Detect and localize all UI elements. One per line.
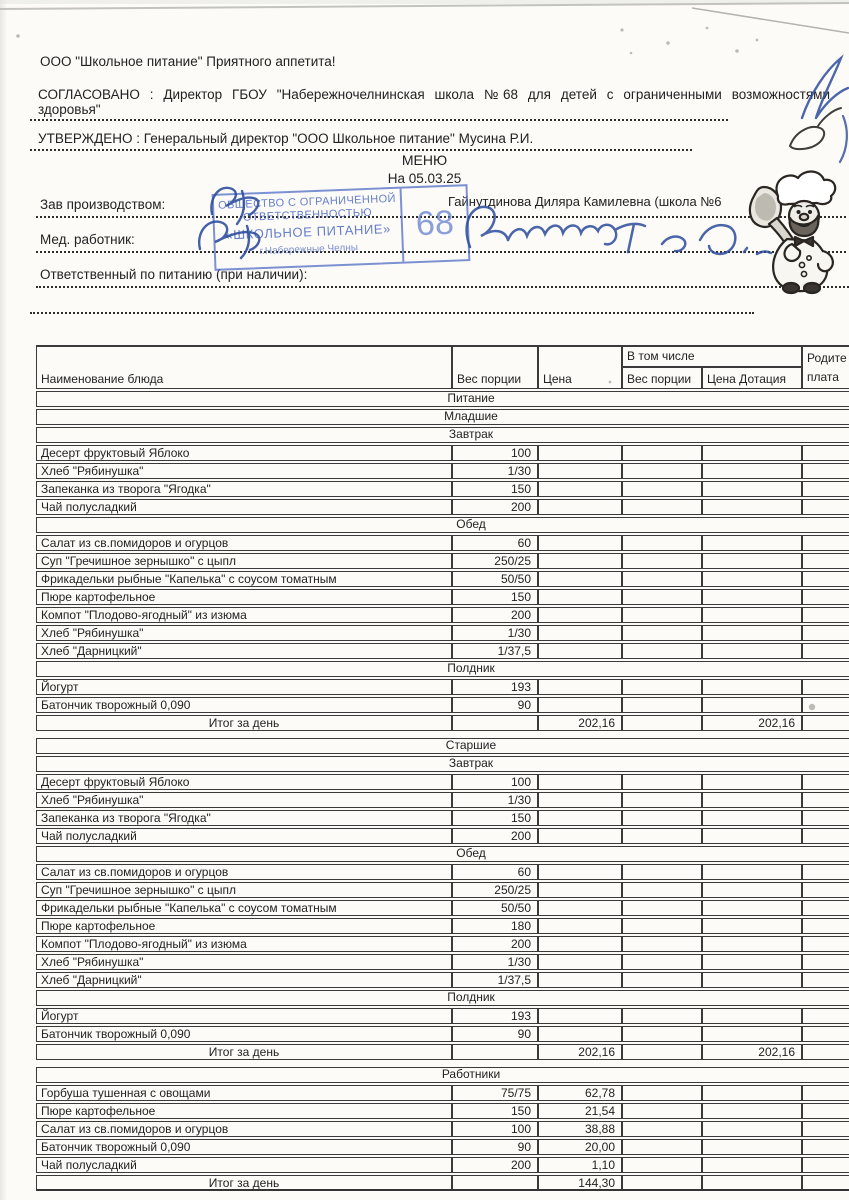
subsidy-price-cell bbox=[702, 972, 802, 988]
scan-edge-line bbox=[692, 8, 849, 33]
table-row bbox=[36, 589, 849, 605]
subsidy-portion-cell bbox=[622, 463, 702, 479]
table-row bbox=[36, 625, 849, 641]
parent-pay-cell bbox=[802, 810, 849, 826]
subsidy-price-cell bbox=[702, 697, 802, 713]
subsidy-portion-cell bbox=[622, 1121, 702, 1137]
prod-manager-name: Гайнутдинова Диляра Камилевна (школа №6 bbox=[448, 194, 722, 209]
total-row bbox=[36, 1044, 849, 1060]
price-cell bbox=[538, 1008, 622, 1024]
header-including-group bbox=[622, 346, 802, 389]
parent-pay-cell bbox=[802, 1121, 849, 1137]
price-cell bbox=[538, 918, 622, 934]
subsidy-price-cell bbox=[702, 481, 802, 497]
price-cell: 202,16 bbox=[538, 715, 622, 731]
header-parent-pay: Родите плата bbox=[802, 346, 849, 389]
subsidy-price-cell: 202,16 bbox=[702, 1044, 802, 1060]
parent-pay-cell bbox=[802, 1085, 849, 1101]
portion-cell: 1/30 bbox=[452, 792, 538, 808]
subsidy-portion-cell bbox=[622, 679, 702, 695]
table-row bbox=[36, 571, 849, 587]
dish-name-cell: Итог за день bbox=[36, 715, 452, 731]
parent-pay-cell bbox=[802, 535, 849, 551]
parent-pay-cell bbox=[802, 900, 849, 916]
dish-name-cell: Йогурт bbox=[36, 1008, 452, 1024]
price-cell bbox=[538, 882, 622, 898]
table-row bbox=[36, 882, 849, 898]
section-label: Обед bbox=[36, 846, 849, 862]
subsidy-price-cell bbox=[702, 828, 802, 844]
dish-name-cell: Йогурт bbox=[36, 679, 452, 695]
dish-name-cell: Итог за день bbox=[36, 1044, 452, 1060]
subsidy-price-cell bbox=[702, 589, 802, 605]
subsidy-price-cell bbox=[702, 1139, 802, 1155]
table-row bbox=[36, 900, 849, 916]
parent-pay-cell bbox=[802, 1175, 849, 1191]
section-label: Старшие bbox=[36, 738, 849, 754]
section-label: Завтрак bbox=[36, 427, 849, 443]
price-cell bbox=[538, 828, 622, 844]
stamp-text: ОБЩЕСТВО С ОГРАНИЧЕННОЙ ОТВЕТСТВЕННОСТЬЮ «ШКОЛЬНОЕ ПИТАНИЕ» г.Набережные Челны bbox=[217, 192, 397, 258]
parent-pay-cell bbox=[802, 1026, 849, 1042]
total-row bbox=[36, 1175, 849, 1191]
portion-cell bbox=[452, 715, 538, 731]
dish-name-cell: Хлеб "Рябинушка" bbox=[36, 625, 452, 641]
dish-name-cell: Чай полусладкий bbox=[36, 828, 452, 844]
dish-name-cell: Итог за день bbox=[36, 1175, 452, 1191]
subsidy-portion-cell bbox=[622, 697, 702, 713]
parent-pay-cell bbox=[802, 553, 849, 569]
subsidy-portion-cell bbox=[622, 445, 702, 461]
subsidy-price-cell bbox=[702, 774, 802, 790]
table-row bbox=[36, 864, 849, 880]
subsidy-price-cell bbox=[702, 463, 802, 479]
org-line: ООО "Школьное питание" Приятного аппетита! bbox=[40, 54, 336, 69]
responsible-label: Ответственный по питанию (при наличии): bbox=[40, 267, 308, 282]
parent-pay-cell bbox=[802, 828, 849, 844]
prod-manager-label: Зав производством: bbox=[40, 197, 166, 212]
parent-pay-cell bbox=[802, 1103, 849, 1119]
portion-cell: 150 bbox=[452, 589, 538, 605]
price-cell bbox=[538, 625, 622, 641]
dish-name-cell: Компот "Плодово-ягодный" из изюма bbox=[36, 936, 452, 952]
price-cell: 20,00 bbox=[538, 1139, 622, 1155]
parent-pay-cell bbox=[802, 625, 849, 641]
subsidy-price-cell: 202,16 bbox=[702, 715, 802, 731]
subsidy-portion-cell bbox=[622, 774, 702, 790]
dish-name-cell: Пюре картофельное bbox=[36, 918, 452, 934]
price-cell bbox=[538, 954, 622, 970]
portion-cell: 1/37,5 bbox=[452, 972, 538, 988]
parent-pay-cell bbox=[802, 697, 849, 713]
dish-name-cell: Суп "Гречишное зернышко" с цыпл bbox=[36, 553, 452, 569]
price-cell bbox=[538, 463, 622, 479]
dish-name-cell: Салат из св.помидоров и огурцов bbox=[36, 535, 452, 551]
table-header bbox=[36, 345, 849, 389]
stamp-number: 68 bbox=[400, 186, 469, 261]
portion-cell: 1/30 bbox=[452, 954, 538, 970]
table-body bbox=[36, 391, 849, 1191]
section-row bbox=[36, 427, 849, 443]
subsidy-portion-cell bbox=[622, 499, 702, 515]
price-cell: 1,10 bbox=[538, 1157, 622, 1173]
subsidy-price-cell bbox=[702, 679, 802, 695]
subsidy-portion-cell bbox=[622, 882, 702, 898]
table-row bbox=[36, 774, 849, 790]
price-cell bbox=[538, 589, 622, 605]
parent-pay-cell bbox=[802, 918, 849, 934]
subsidy-price-cell bbox=[702, 1085, 802, 1101]
price-cell bbox=[538, 643, 622, 659]
table-row bbox=[36, 535, 849, 551]
subsidy-portion-cell bbox=[622, 481, 702, 497]
table-row bbox=[36, 499, 849, 515]
subsidy-portion-cell bbox=[622, 810, 702, 826]
subsidy-price-cell bbox=[702, 1008, 802, 1024]
parent-pay-cell bbox=[802, 954, 849, 970]
subsidy-portion-cell bbox=[622, 571, 702, 587]
table-row bbox=[36, 792, 849, 808]
price-cell bbox=[538, 936, 622, 952]
section-label: Младшие bbox=[36, 409, 849, 425]
parent-pay-cell bbox=[802, 774, 849, 790]
portion-cell: 200 bbox=[452, 1157, 538, 1173]
portion-cell: 200 bbox=[452, 499, 538, 515]
header-price: Цена bbox=[538, 346, 622, 389]
menu-title: МЕНЮ bbox=[401, 152, 448, 168]
price-cell bbox=[538, 571, 622, 587]
portion-cell: 100 bbox=[452, 445, 538, 461]
portion-cell: 150 bbox=[452, 481, 538, 497]
dish-name-cell: Запеканка из творога "Ягодка" bbox=[36, 810, 452, 826]
section-row bbox=[36, 846, 849, 862]
dish-name-cell: Десерт фруктовый Яблоко bbox=[36, 774, 452, 790]
subsidy-price-cell bbox=[702, 900, 802, 916]
section-row bbox=[36, 409, 849, 425]
subsidy-price-cell bbox=[702, 445, 802, 461]
subsidy-price-cell bbox=[702, 553, 802, 569]
portion-cell: 1/30 bbox=[452, 463, 538, 479]
price-cell bbox=[538, 900, 622, 916]
subsidy-price-cell bbox=[702, 1175, 802, 1191]
table-row bbox=[36, 1139, 849, 1155]
table-row bbox=[36, 445, 849, 461]
dish-name-cell: Салат из св.помидоров и огурцов bbox=[36, 1121, 452, 1137]
parent-pay-cell bbox=[802, 1044, 849, 1060]
dish-name-cell: Чай полусладкий bbox=[36, 499, 452, 515]
parent-pay-cell bbox=[802, 499, 849, 515]
dish-name-cell: Компот "Плодово-ягодный" из изюма bbox=[36, 607, 452, 623]
table-row bbox=[36, 828, 849, 844]
subsidy-price-cell bbox=[702, 643, 802, 659]
section-label: Работники bbox=[36, 1067, 849, 1083]
subsidy-portion-cell bbox=[622, 864, 702, 880]
subsidy-price-cell bbox=[702, 625, 802, 641]
portion-cell: 100 bbox=[452, 774, 538, 790]
portion-cell: 200 bbox=[452, 936, 538, 952]
parent-pay-cell bbox=[802, 607, 849, 623]
dish-name-cell: Фрикадельки рыбные "Капелька" с соусом томатным bbox=[36, 571, 452, 587]
portion-cell bbox=[452, 1044, 538, 1060]
price-cell: 144,30 bbox=[538, 1175, 622, 1191]
subsidy-price-cell bbox=[702, 954, 802, 970]
portion-cell: 60 bbox=[452, 864, 538, 880]
table-row bbox=[36, 697, 849, 713]
subsidy-price-cell bbox=[702, 1026, 802, 1042]
dotted-line bbox=[30, 312, 754, 314]
dish-name-cell: Салат из св.помидоров и огурцов bbox=[36, 864, 452, 880]
subsidy-portion-cell bbox=[622, 535, 702, 551]
subsidy-portion-cell bbox=[622, 1175, 702, 1191]
scan-edge-top bbox=[0, 0, 849, 4]
price-cell: 38,88 bbox=[538, 1121, 622, 1137]
price-cell bbox=[538, 972, 622, 988]
parent-pay-cell bbox=[802, 936, 849, 952]
subsidy-portion-cell bbox=[622, 918, 702, 934]
header-sub-portion: Вес порции bbox=[622, 367, 702, 389]
portion-cell: 200 bbox=[452, 828, 538, 844]
subsidy-portion-cell bbox=[622, 1026, 702, 1042]
subsidy-price-cell bbox=[702, 882, 802, 898]
subsidy-portion-cell bbox=[622, 1008, 702, 1024]
portion-cell: 180 bbox=[452, 918, 538, 934]
table-row bbox=[36, 679, 849, 695]
subsidy-portion-cell bbox=[622, 715, 702, 731]
signature-med-worker-name bbox=[467, 207, 771, 254]
section-label: Полдник bbox=[36, 990, 849, 1006]
dish-name-cell: Батончик творожный 0,090 bbox=[36, 1026, 452, 1042]
parent-pay-cell bbox=[802, 792, 849, 808]
subsidy-price-cell bbox=[702, 1103, 802, 1119]
portion-cell: 60 bbox=[452, 535, 538, 551]
subsidy-portion-cell bbox=[622, 589, 702, 605]
parent-pay-cell bbox=[802, 589, 849, 605]
price-cell bbox=[538, 792, 622, 808]
dish-name-cell: Чай полусладкий bbox=[36, 1157, 452, 1173]
section-label: Питание bbox=[36, 391, 849, 407]
section-label: Обед bbox=[36, 517, 849, 533]
section-row bbox=[36, 517, 849, 533]
agreed-line: СОГЛАСОВАНО : Директор ГБОУ "Набережночелнинская школа №68 для детей с ограниченными возможностями здоровья" bbox=[38, 87, 830, 117]
table-row bbox=[36, 1085, 849, 1101]
dish-name-cell: Запеканка из творога "Ягодка" bbox=[36, 481, 452, 497]
subsidy-portion-cell bbox=[622, 625, 702, 641]
header-dish-name: Наименование блюда bbox=[36, 346, 452, 389]
price-cell: 202,16 bbox=[538, 1044, 622, 1060]
parent-pay-cell bbox=[802, 1008, 849, 1024]
parent-pay-cell bbox=[802, 1157, 849, 1173]
subsidy-price-cell bbox=[702, 918, 802, 934]
subsidy-portion-cell bbox=[622, 900, 702, 916]
table-row bbox=[36, 481, 849, 497]
portion-cell: 50/50 bbox=[452, 900, 538, 916]
dish-name-cell: Батончик творожный 0,090 bbox=[36, 1139, 452, 1155]
section-row bbox=[36, 391, 849, 407]
subsidy-portion-cell bbox=[622, 643, 702, 659]
parent-pay-cell bbox=[802, 643, 849, 659]
parent-pay-cell bbox=[802, 463, 849, 479]
portion-cell: 250/25 bbox=[452, 882, 538, 898]
subsidy-portion-cell bbox=[622, 1139, 702, 1155]
chef-mascot-image bbox=[740, 169, 848, 295]
dish-name-cell: Батончик творожный 0,090 bbox=[36, 697, 452, 713]
parent-pay-cell bbox=[802, 882, 849, 898]
price-cell bbox=[538, 499, 622, 515]
section-row bbox=[36, 661, 849, 677]
subsidy-portion-cell bbox=[622, 954, 702, 970]
price-cell bbox=[538, 810, 622, 826]
header-portion: Вес порции bbox=[452, 346, 538, 389]
portion-cell: 193 bbox=[452, 679, 538, 695]
portion-cell: 90 bbox=[452, 1139, 538, 1155]
price-cell: 21,54 bbox=[538, 1103, 622, 1119]
subsidy-portion-cell bbox=[622, 972, 702, 988]
subsidy-price-cell bbox=[702, 499, 802, 515]
total-row bbox=[36, 715, 849, 731]
dish-name-cell: Фрикадельки рыбные "Капелька" с соусом томатным bbox=[36, 900, 452, 916]
table-row bbox=[36, 643, 849, 659]
table-row bbox=[36, 1026, 849, 1042]
table-row bbox=[36, 918, 849, 934]
menu-table bbox=[36, 345, 849, 1191]
table-row bbox=[36, 1008, 849, 1024]
price-cell bbox=[538, 679, 622, 695]
header-including: В том числе bbox=[622, 346, 802, 367]
price-cell bbox=[538, 1026, 622, 1042]
subsidy-price-cell bbox=[702, 1157, 802, 1173]
price-cell bbox=[538, 697, 622, 713]
subsidy-price-cell bbox=[702, 535, 802, 551]
portion-cell: 200 bbox=[452, 607, 538, 623]
dotted-line bbox=[30, 119, 728, 121]
subsidy-portion-cell bbox=[622, 1085, 702, 1101]
price-cell bbox=[538, 481, 622, 497]
parent-pay-cell bbox=[802, 571, 849, 587]
portion-cell: 100 bbox=[452, 1121, 538, 1137]
parent-pay-cell bbox=[802, 715, 849, 731]
table-row bbox=[36, 607, 849, 623]
portion-cell: 1/37,5 bbox=[452, 643, 538, 659]
parent-pay-cell bbox=[802, 679, 849, 695]
subsidy-portion-cell bbox=[622, 1044, 702, 1060]
portion-cell: 1/30 bbox=[452, 625, 538, 641]
subsidy-price-cell bbox=[702, 810, 802, 826]
subsidy-portion-cell bbox=[622, 828, 702, 844]
dish-name-cell: Хлеб "Рябинушка" bbox=[36, 463, 452, 479]
price-cell: 62,78 bbox=[538, 1085, 622, 1101]
section-row bbox=[36, 738, 849, 754]
parent-pay-cell bbox=[802, 445, 849, 461]
subsidy-portion-cell bbox=[622, 607, 702, 623]
price-cell bbox=[538, 553, 622, 569]
table-row bbox=[36, 972, 849, 988]
subsidy-portion-cell bbox=[622, 792, 702, 808]
portion-cell: 193 bbox=[452, 1008, 538, 1024]
dish-name-cell: Суп "Гречишное зернышко" с цыпл bbox=[36, 882, 452, 898]
dotted-line bbox=[30, 149, 692, 151]
portion-cell: 90 bbox=[452, 1026, 538, 1042]
subsidy-portion-cell bbox=[622, 1157, 702, 1173]
dish-name-cell: Горбуша тушенная с овощами bbox=[36, 1085, 452, 1101]
dish-name-cell: Пюре картофельное bbox=[36, 589, 452, 605]
subsidy-portion-cell bbox=[622, 936, 702, 952]
table-row bbox=[36, 1121, 849, 1137]
section-row bbox=[36, 990, 849, 1006]
dish-name-cell: Хлеб "Рябинушка" bbox=[36, 792, 452, 808]
portion-cell: 75/75 bbox=[452, 1085, 538, 1101]
subsidy-price-cell bbox=[702, 936, 802, 952]
price-cell bbox=[538, 535, 622, 551]
dish-name-cell: Хлеб "Дарницкий" bbox=[36, 972, 452, 988]
portion-cell: 150 bbox=[452, 1103, 538, 1119]
subsidy-price-cell bbox=[702, 792, 802, 808]
section-label: Завтрак bbox=[36, 756, 849, 772]
dish-name-cell: Пюре картофельное bbox=[36, 1103, 452, 1119]
dotted-line bbox=[36, 286, 849, 288]
header-sub-price: Цена Дотация bbox=[702, 367, 802, 389]
med-worker-label: Мед. работник: bbox=[40, 232, 135, 247]
approved-line: УТВЕРЖДЕНО : Генеральный директор "ООО Школьное питание" Мусина Р.И. bbox=[38, 131, 534, 146]
dish-name-cell: Хлеб "Рябинушка" bbox=[36, 954, 452, 970]
table-row bbox=[36, 1103, 849, 1119]
portion-cell bbox=[452, 1175, 538, 1191]
company-stamp bbox=[212, 184, 471, 271]
parent-pay-cell bbox=[802, 1139, 849, 1155]
menu-date: На 05.03.25 bbox=[387, 171, 462, 186]
portion-cell: 250/25 bbox=[452, 553, 538, 569]
parent-pay-cell bbox=[802, 864, 849, 880]
price-cell bbox=[538, 864, 622, 880]
table-row bbox=[36, 1157, 849, 1173]
subsidy-portion-cell bbox=[622, 553, 702, 569]
dish-name-cell: Хлеб "Дарницкий" bbox=[36, 643, 452, 659]
price-cell bbox=[538, 607, 622, 623]
subsidy-price-cell bbox=[702, 607, 802, 623]
table-row bbox=[36, 553, 849, 569]
section-row bbox=[36, 756, 849, 772]
table-row bbox=[36, 810, 849, 826]
section-row bbox=[36, 1067, 849, 1083]
table-row bbox=[36, 954, 849, 970]
subsidy-price-cell bbox=[702, 864, 802, 880]
price-cell bbox=[538, 445, 622, 461]
portion-cell: 50/50 bbox=[452, 571, 538, 587]
price-cell bbox=[538, 774, 622, 790]
subsidy-portion-cell bbox=[622, 1103, 702, 1119]
parent-pay-cell bbox=[802, 481, 849, 497]
subsidy-price-cell bbox=[702, 1121, 802, 1137]
table-row bbox=[36, 936, 849, 952]
portion-cell: 150 bbox=[452, 810, 538, 826]
portion-cell: 90 bbox=[452, 697, 538, 713]
section-label: Полдник bbox=[36, 661, 849, 677]
dish-name-cell: Десерт фруктовый Яблоко bbox=[36, 445, 452, 461]
table-row bbox=[36, 463, 849, 479]
subsidy-price-cell bbox=[702, 571, 802, 587]
parent-pay-cell bbox=[802, 972, 849, 988]
